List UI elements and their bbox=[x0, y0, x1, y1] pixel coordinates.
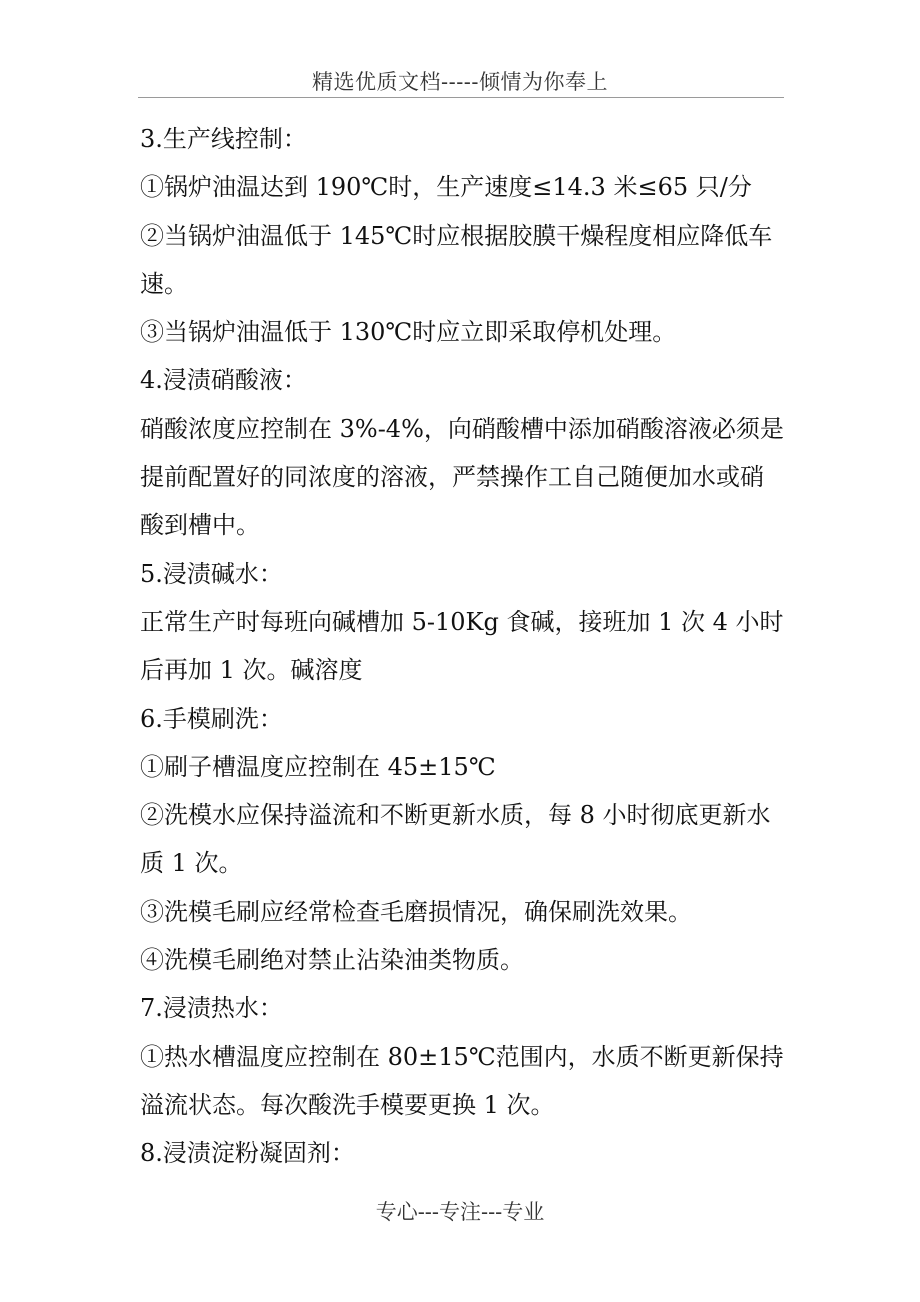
paragraph-line: ①锅炉油温达到 190℃时，生产速度≤14.3 米≤65 只/分 bbox=[140, 173, 752, 202]
paragraph-line: 正常生产时每班向碱槽加 5-10Kg 食碱，接班加 1 次 4 小时 bbox=[140, 607, 784, 636]
paragraph-line: 硝酸浓度应控制在 3%-4%，向硝酸槽中添加硝酸溶液必须是 bbox=[140, 414, 784, 443]
paragraph-line: 速。 bbox=[140, 269, 188, 298]
section-heading-hot-water: 7.浸渍热水： bbox=[140, 994, 283, 1023]
page-footer: 专心---专注---专业 bbox=[375, 1200, 545, 1224]
paragraph-line: ①刷子槽温度应控制在 45±15℃ bbox=[140, 752, 496, 781]
section-heading-alkali-water: 5.浸渍碱水： bbox=[140, 559, 283, 588]
paragraph-line: ②当锅炉油温低于 145℃时应根据胶膜干燥程度相应降低车 bbox=[140, 221, 773, 250]
section-heading-mold-brushing: 6.手模刷洗： bbox=[140, 704, 283, 733]
section-heading-production-line: 3.生产线控制： bbox=[140, 125, 307, 153]
paragraph-line: ①热水槽温度应控制在 80±15℃范围内，水质不断更新保持 bbox=[140, 1042, 784, 1071]
paragraph-line: 提前配置好的同浓度的溶液，严禁操作工自己随便加水或硝 bbox=[140, 463, 764, 492]
paragraph-line: 后再加 1 次。碱溶度 bbox=[140, 656, 363, 685]
paragraph-line: ②洗模水应保持溢流和不断更新水质，每 8 小时彻底更新水 bbox=[140, 801, 771, 830]
page-header: 精选优质文档-----倾情为你奉上 bbox=[312, 70, 608, 94]
paragraph-line: 酸到槽中。 bbox=[140, 511, 260, 540]
header-divider bbox=[138, 97, 784, 98]
section-heading-nitric-acid: 4.浸渍硝酸液： bbox=[140, 366, 307, 395]
section-heading-starch-coagulant: 8.浸渍淀粉凝固剂： bbox=[140, 1139, 355, 1168]
paragraph-line: ③洗模毛刷应经常检查毛磨损情况，确保刷洗效果。 bbox=[140, 897, 692, 926]
paragraph-line: ④洗模毛刷绝对禁止沾染油类物质。 bbox=[140, 946, 524, 975]
paragraph-line: 质 1 次。 bbox=[140, 849, 243, 878]
paragraph-line: ③当锅炉油温低于 130℃时应立即采取停机处理。 bbox=[140, 318, 677, 347]
document-body bbox=[140, 115, 790, 1178]
paragraph-line: 溢流状态。每次酸洗手模要更换 1 次。 bbox=[140, 1090, 555, 1119]
